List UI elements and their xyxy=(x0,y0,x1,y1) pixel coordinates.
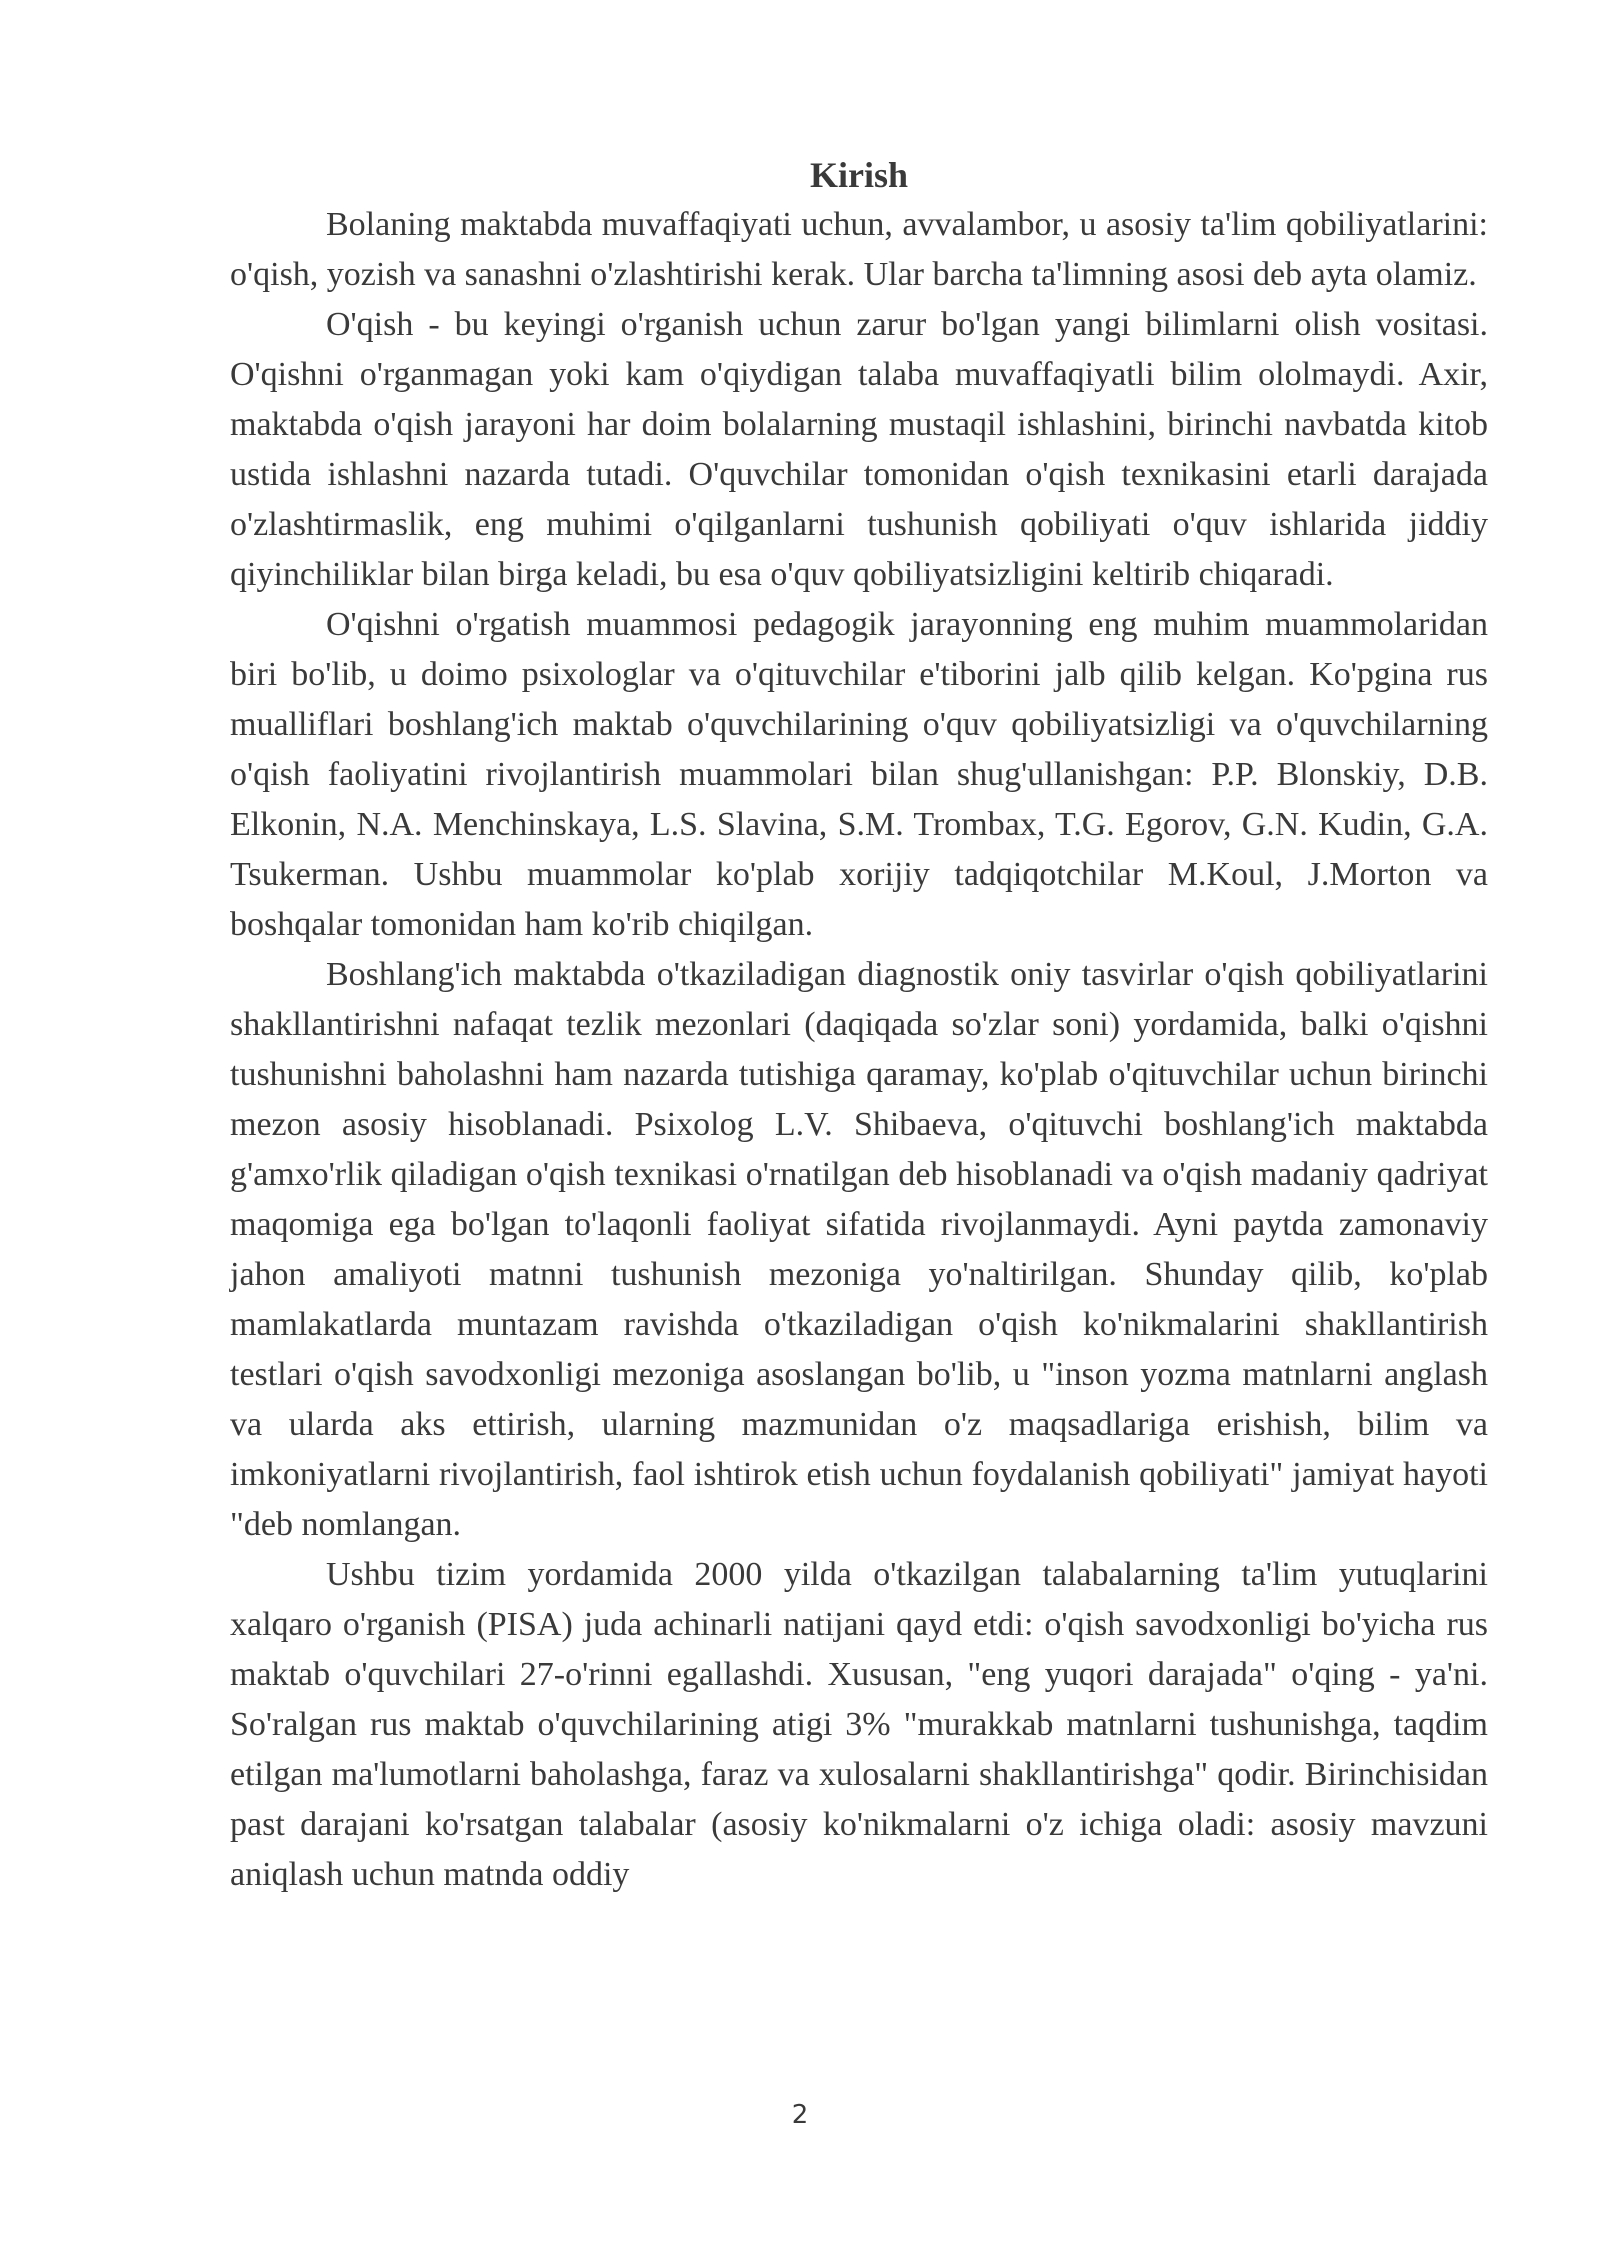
paragraph-1: Bolaning maktabda muvaffaqiyati uchun, avvalambor, u asosiy ta'lim qobiliyatlarini: o'qish, yozish va sanashni o'zlashtirishi kerak. Ular barcha ta'limning asosi deb ayta olamiz. xyxy=(230,206,1488,293)
document-title: Kirish xyxy=(809,155,908,195)
paragraph-5: Ushbu tizim yordamida 2000 yilda o'tkazilgan talabalarning ta'lim yutuqlarini xalqaro o'rganish (PISA) juda achinarli natijani qayd etdi: o'qish savodxonligi bo'yicha rus maktab o'quvchilari 27-o'rinni egallashdi. Xususan, "eng yuqori darajada" o'qing - ya'ni. So'ralgan rus maktab o'quvchilarining atigi 3% "murakkab matnlarni tushunishga, taqdim etilgan ma'lumotlarni baholashga, faraz va xulosalarni shakllantirishga" qodir. Birinchisidan past darajani ko'rsatgan talabalar (asosiy ko'nikmalarni o'z ichiga oladi: asosiy mavzuni aniqlash uchun matnda oddiy xyxy=(230,1556,1488,1893)
document-page xyxy=(230,150,1488,1900)
paragraph-2: O'qish - bu keyingi o'rganish uchun zarur bo'lgan yangi bilimlarni olish vositasi. O'qishni o'rganmagan yoki kam o'qiydigan talaba muvaffaqiyatli bilim ololmaydi. Axir, maktabda o'qish jarayoni har doim bolalarning mustaqil ishlashini, birinchi navbatda kitob ustida ishlashni nazarda tutadi. O'quvchilar tomonidan o'qish texnikasini etarli darajada o'zlashtirmaslik, eng muhimi o'qilganlarni tushunish qobiliyati o'quv ishlarida jiddiy qiyinchiliklar bilan birga keladi, bu esa o'quv qobiliyatsizligini keltirib chiqaradi. xyxy=(230,306,1488,593)
paragraph-3: O'qishni o'rgatish muammosi pedagogik jarayonning eng muhim muammolaridan biri bo'lib, u doimo psixologlar va o'qituvchilar e'tiborini jalb qilib kelgan. Ko'pgina rus mualliflari boshlang'ich maktab o'quvchilarining o'quv qobiliyatsizligi va o'quvchilarning o'qish faoliyatini rivojlantirish muammolari bilan shug'ullanishgan: P.P. Blonskiy, D.B. Elkonin, N.A. Menchinskaya, L.S. Slavina, S.M. Trombax, T.G. Egorov, G.N. Kudin, G.A. Tsukerman. Ushbu muammolar ko'plab xorijiy tadqiqotchilar M.Koul, J.Morton va boshqalar tomonidan ham ko'rib chiqilgan. xyxy=(230,606,1488,943)
page-number: 2 xyxy=(791,2100,809,2130)
paragraph-4: Boshlang'ich maktabda o'tkaziladigan diagnostik oniy tasvirlar o'qish qobiliyatlarini shakllantirishni nafaqat tezlik mezonlari (daqiqada so'zlar soni) yordamida, balki o'qishni tushunishni baholashni ham nazarda tutishiga qaramay, ko'plab o'qituvchilar uchun birinchi mezon asosiy hisoblanadi. Psixolog L.V. Shibaeva, o'qituvchi boshlang'ich maktabda g'amxo'rlik qiladigan o'qish texnikasi o'rnatilgan deb hisoblanadi va o'qish madaniy qadriyat maqomiga ega bo'lgan to'laqonli faoliyat sifatida rivojlanmaydi. Ayni paytda zamonaviy jahon amaliyoti matnni tushunish mezoniga yo'naltirilgan. Shunday qilib, ko'plab mamlakatlarda muntazam ravishda o'tkaziladigan o'qish ko'nikmalarini shakllantirish testlari o'qish savodxonligi mezoniga asoslangan bo'lib, u "inson yozma matnlarni anglash va ularda aks ettirish, ularning mazmunidan o'z maqsadlariga erishish, bilim va imkoniyatlarni rivojlantirish, faol ishtirok etish uchun foydalanish qobiliyati" jamiyat hayoti "deb nomlangan. xyxy=(230,956,1488,1543)
